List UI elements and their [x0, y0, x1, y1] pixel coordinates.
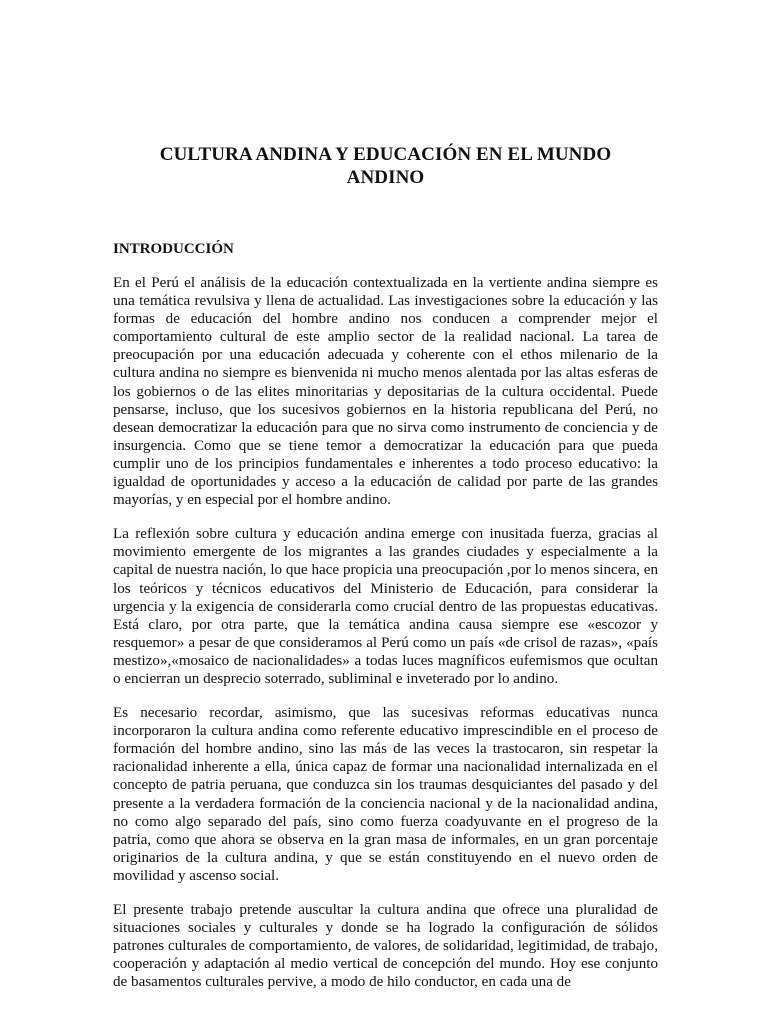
document-title: [113, 143, 658, 189]
document-body: [113, 274, 658, 1007]
section-heading: INTRODUCCIÓN: [113, 241, 234, 257]
paragraph-1: En el Perú el análisis de la educación contextualizada en la vertiente andina siempre es una temática revulsiva y llena de actualidad. Las investigaciones sobre la educación y las formas de educación del hombre andino nos conducen a comprender mejor el comportamiento cultural de este amplio sector de la realidad nacional. La tarea de preocupación por una educación adecuada y coherente con el ethos milenario de la cultura andina no siempre es bienvenida ni mucho menos alentada por las altas esferas de los gobiernos o de las elites minoritarias y depositarias de la cultura occidental. Puede pensarse, incluso, que los sucesivos gobiernos en la historia republicana del Perú, no desean democratizar la educación para que no sirva como instrumento de conciencia y de insurgencia. Como que se tiene temor a democratizar la educación para que pueda cumplir uno de los principios fundamentales e inherentes a todo proceso educativo: la igualdad de oportunidades y acceso a la educación de calidad por parte de las grandes mayorías, y en especial por el hombre andino.: [113, 275, 658, 509]
title-line-2: ANDINO: [346, 167, 425, 188]
title-line-1: CULTURA ANDINA Y EDUCACIÓN EN EL MUNDO: [159, 144, 612, 165]
paragraph-2: La reflexión sobre cultura y educación andina emerge con inusitada fuerza, gracias al movimiento emergente de los migrantes a las grandes ciudades y especialmente a la capital de nuestra nación, lo que hace propicia una preocupación ,por lo menos sincera, en los teóricos y técnicos educativos del Ministerio de Educación, para considerar la urgencia y la exigencia de considerarla como crucial dentro de las propuestas educativas. Está claro, por otra parte, que la temática andina causa siempre ese «escozor y resquemor» a pesar de que consideramos al Perú como un país «de crisol de razas», «país mestizo»,«mosaico de nacionalidades» a todas luces magníficos eufemismos que ocultan o encierran un desprecio soterrado, subliminal e inveterado por lo andino.: [113, 526, 658, 687]
paragraph-3: Es necesario recordar, asimismo, que las sucesivas reformas educativas nunca incorporaron la cultura andina como referente educativo imprescindible en el proceso de formación del hombre andino, sino las más de las veces la trastocaron, sin respetar la racionalidad inherente a ella, única capaz de formar una nacionalidad internalizada en el concepto de patria peruana, que conduzca sin los traumas desquiciantes del pasado y del presente a la verdadera formación de la conciencia nacional y de la nacionalidad andina, no como algo separado del país, sino como fuerza coadyuvante en el progreso de la patria, como que ahora se observa en la gran masa de informales, en un gran porcentaje originarios de la cultura andina, y que se están constituyendo en el nuevo orden de movilidad y ascenso social.: [113, 705, 658, 884]
paragraph-4: El presente trabajo pretende auscultar la cultura andina que ofrece una pluralidad de situaciones sociales y culturales y donde se ha logrado la configuración de sólidos patrones culturales de comportamiento, de valores, de solidaridad, legitimidad, de trabajo, cooperación y adaptación al medio vertical de concepción del mundo. Hoy ese conjunto de basamentos culturales pervive, a modo de hilo conductor, en cada una de: [113, 902, 658, 991]
document-page: [113, 143, 658, 991]
